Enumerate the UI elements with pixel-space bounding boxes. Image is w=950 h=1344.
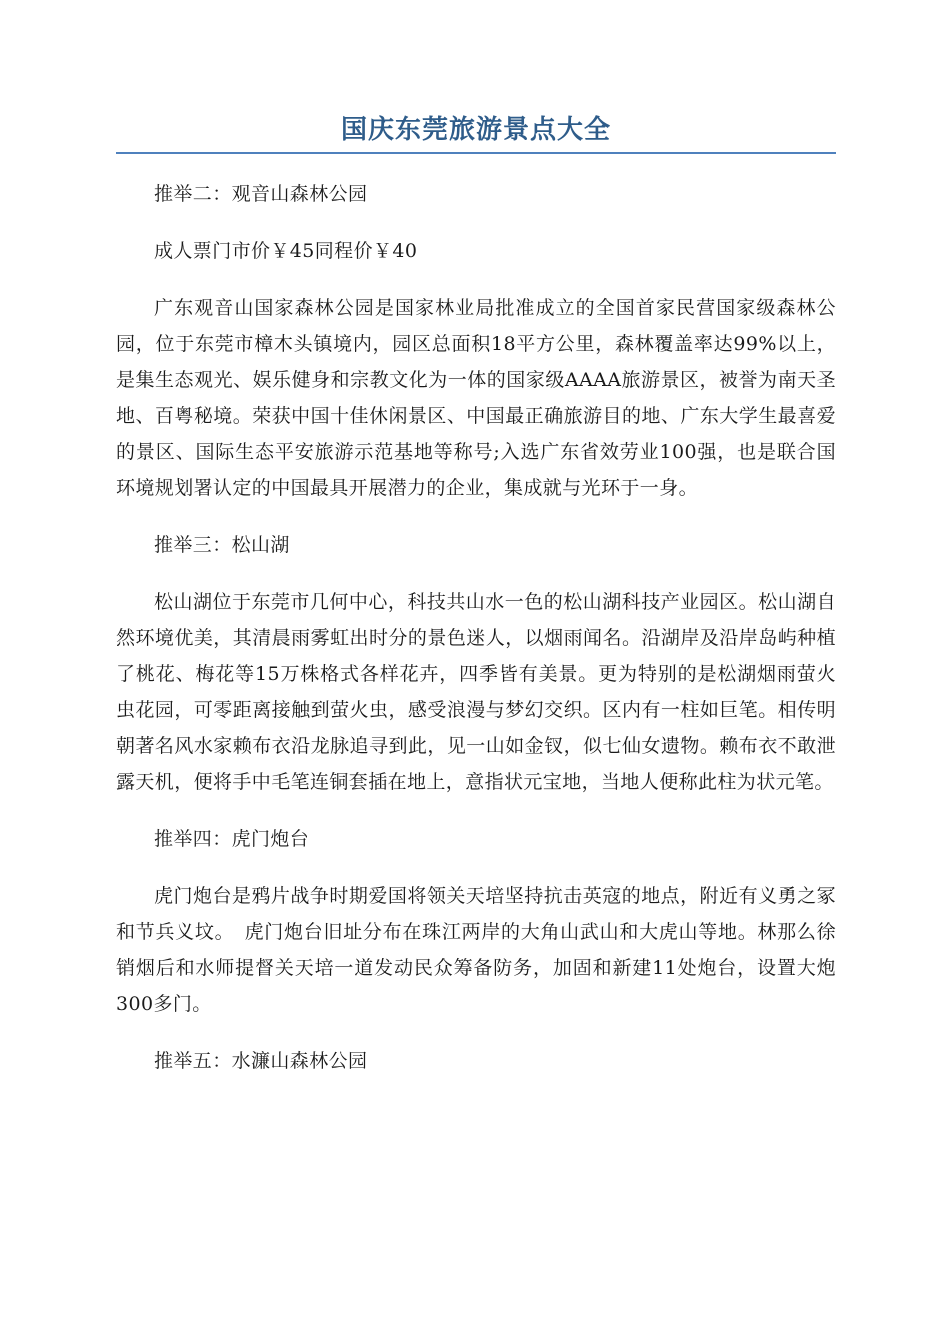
section-heading-humen: 推举四：虎门炮台: [154, 828, 310, 850]
songshanhu-description: 松山湖位于东莞市几何中心，科技共山水一色的松山湖科技产业园区。松山湖自然环境优美，其清晨雨雾虹出时分的景色迷人，以烟雨闻名。沿湖岸及沿岸岛屿种植了桃花、梅花等15万株格式各样花卉，四季皆有美景。更为特别的是松湖烟雨萤火虫花园，可零距离接触到萤火虫，感受浪漫与梦幻交织。区内有一柱如巨笔。相传明朝著名风水家赖布衣沿龙脉追寻到此，见一山如金钗，似七仙女遗物。赖布衣不敢泄露天机，便将手中毛笔连铜套插在地上，意指状元宝地，当地人便称此柱为状元笔。: [116, 591, 836, 793]
humen-description: 虎门炮台是鸦片战争时期爱国将领关天培坚持抗击英寇的地点，附近有义勇之冢和节兵义坟。 虎门炮台旧址分布在珠江两岸的大角山武山和大虎山等地。林那么徐销烟后和水师提督关天培一道发动民众筹备防务，加固和新建11处炮台，设置大炮300多门。: [116, 885, 836, 1015]
document-title: 国庆东莞旅游景点大全: [340, 115, 611, 145]
section-heading-shuilianshan: 推举五：水濂山森林公园: [154, 1050, 368, 1072]
section-heading-guanyinshan: 推举二：观音山森林公园: [154, 183, 368, 205]
document-page: [116, 110, 836, 1100]
ticket-price-line: 成人票门市价￥45同程价￥40: [154, 240, 418, 262]
title-underline: [116, 152, 836, 154]
guanyinshan-description: 广东观音山国家森林公园是国家林业局批准成立的全国首家民营国家级森林公园，位于东莞市樟木头镇境内，园区总面积18平方公里，森林覆盖率达99%以上，是集生态观光、娱乐健身和宗教文化为一体的国家级AAAA旅游景区，被誉为南天圣地、百粤秘境。荣获中国十佳休闲景区、中国最正确旅游目的地、广东大学生最喜爱的景区、国际生态平安旅游示范基地等称号;入选广东省效劳业100强，也是联合国环境规划署认定的中国最具开展潜力的企业，集成就与光环于一身。: [116, 297, 836, 499]
section-heading-songshanhu: 推举三：松山湖: [154, 534, 290, 556]
